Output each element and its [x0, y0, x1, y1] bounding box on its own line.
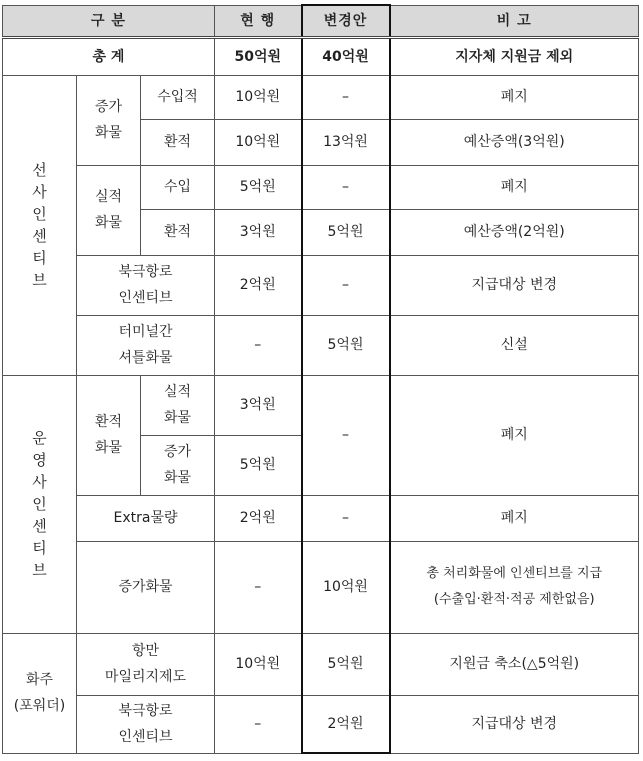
r11-label-line2: 마일리지제도 [104, 669, 187, 685]
sub-actual [141, 375, 215, 435]
r9-current: 2억원 [215, 495, 302, 541]
r8-current: 5억원 [215, 435, 302, 495]
group-operator-label: 운영사인센티브 [32, 429, 47, 579]
table-row [3, 695, 639, 753]
r10-remarks-line2: (수출입·환적·적공 제한없음) [433, 592, 595, 607]
total-current: 50억원 [215, 37, 302, 75]
r9-label: Extra물량 [77, 495, 215, 541]
r3-proposed: – [302, 165, 390, 209]
group-shipper-line1: 화주 [25, 672, 54, 688]
sub-transship-cargo-label: 환적화물 [94, 414, 123, 456]
table-row [3, 255, 639, 315]
table-row [3, 375, 639, 435]
sub-actual-cargo-label: 실적화물 [94, 189, 123, 231]
r4-remarks: 예산증액(2억원) [390, 209, 639, 255]
table-row [3, 495, 639, 541]
r11-label-line1: 항만 [131, 643, 160, 659]
r1-remarks: 폐지 [390, 75, 639, 119]
r12-remarks: 지급대상 변경 [390, 695, 639, 753]
r9-remarks: 폐지 [390, 495, 639, 541]
table-row [3, 541, 639, 633]
sub-import-export: 수입적 [141, 75, 215, 119]
r4-current: 3억원 [215, 209, 302, 255]
r2-proposed: 13억원 [302, 119, 390, 165]
sub-transship-cargo [77, 375, 141, 495]
r2-remarks: 예산증액(3억원) [390, 119, 639, 165]
header-category: 구 분 [3, 5, 215, 37]
r6-remarks: 신설 [390, 315, 639, 375]
r12-label-line1: 북극항로 [118, 703, 173, 719]
table-row [3, 75, 639, 119]
group-operator [3, 375, 77, 633]
group-shipping [3, 75, 77, 375]
r6-current: – [215, 315, 302, 375]
r10-current: – [215, 541, 302, 633]
r5-remarks: 지급대상 변경 [390, 255, 639, 315]
r6-proposed: 5억원 [302, 315, 390, 375]
r7-current: 3억원 [215, 375, 302, 435]
r11-proposed: 5억원 [302, 633, 390, 695]
r6-label [77, 315, 215, 375]
r12-current: – [215, 695, 302, 753]
header-row [3, 5, 639, 37]
total-remarks: 지자체 지원금 제외 [390, 37, 639, 75]
r5-proposed: – [302, 255, 390, 315]
r12-proposed: 2억원 [302, 695, 390, 753]
sub-increase [141, 435, 215, 495]
group-shipping-label: 선사인센티브 [32, 161, 47, 289]
group-shipper-line2: (포워더) [13, 698, 66, 714]
sub-increase-cargo [77, 75, 141, 165]
r12-label-line2: 인센티브 [118, 729, 173, 745]
r10-label: 증가화물 [77, 541, 215, 633]
total-proposed: 40억원 [302, 37, 390, 75]
r11-remarks: 지원금 축소(△5억원) [390, 633, 639, 695]
group-shipper [3, 633, 77, 753]
r1-proposed: – [302, 75, 390, 119]
sub-actual-label: 실적화물 [163, 384, 192, 426]
r1-current: 10억원 [215, 75, 302, 119]
r10-proposed: 10억원 [302, 541, 390, 633]
r3-current: 5억원 [215, 165, 302, 209]
r5-label-line2: 인센티브 [118, 290, 173, 306]
r5-current: 2억원 [215, 255, 302, 315]
total-label: 총 계 [3, 37, 215, 75]
r11-current: 10억원 [215, 633, 302, 695]
r12-label [77, 695, 215, 753]
r4-proposed: 5억원 [302, 209, 390, 255]
r5-label-line1: 북극항로 [118, 264, 173, 280]
r3-remarks: 폐지 [390, 165, 639, 209]
sub-actual-cargo [77, 165, 141, 255]
r6-label-line1: 터미널간 [118, 324, 173, 340]
sub-increase-label: 증가화물 [163, 444, 192, 486]
sub-transship-2: 환적 [141, 209, 215, 255]
r5-label [77, 255, 215, 315]
r10-remarks-line1: 총 처리화물에 인센티브를 지급 [426, 566, 603, 581]
r10-remarks [390, 541, 639, 633]
r6-label-line2: 셔틀화물 [118, 350, 173, 366]
r78-proposed: – [302, 375, 390, 495]
table-row [3, 633, 639, 695]
header-proposed: 변경안 [302, 5, 390, 37]
header-current: 현 행 [215, 5, 302, 37]
total-row [3, 37, 639, 75]
r9-proposed: – [302, 495, 390, 541]
r11-label [77, 633, 215, 695]
r2-current: 10억원 [215, 119, 302, 165]
header-remarks: 비 고 [390, 5, 639, 37]
sub-import: 수입 [141, 165, 215, 209]
table-row [3, 315, 639, 375]
sub-transship: 환적 [141, 119, 215, 165]
sub-increase-cargo-label: 증가화물 [94, 99, 123, 141]
r78-remarks: 폐지 [390, 375, 639, 495]
table-row [3, 165, 639, 209]
incentive-table [2, 4, 639, 754]
